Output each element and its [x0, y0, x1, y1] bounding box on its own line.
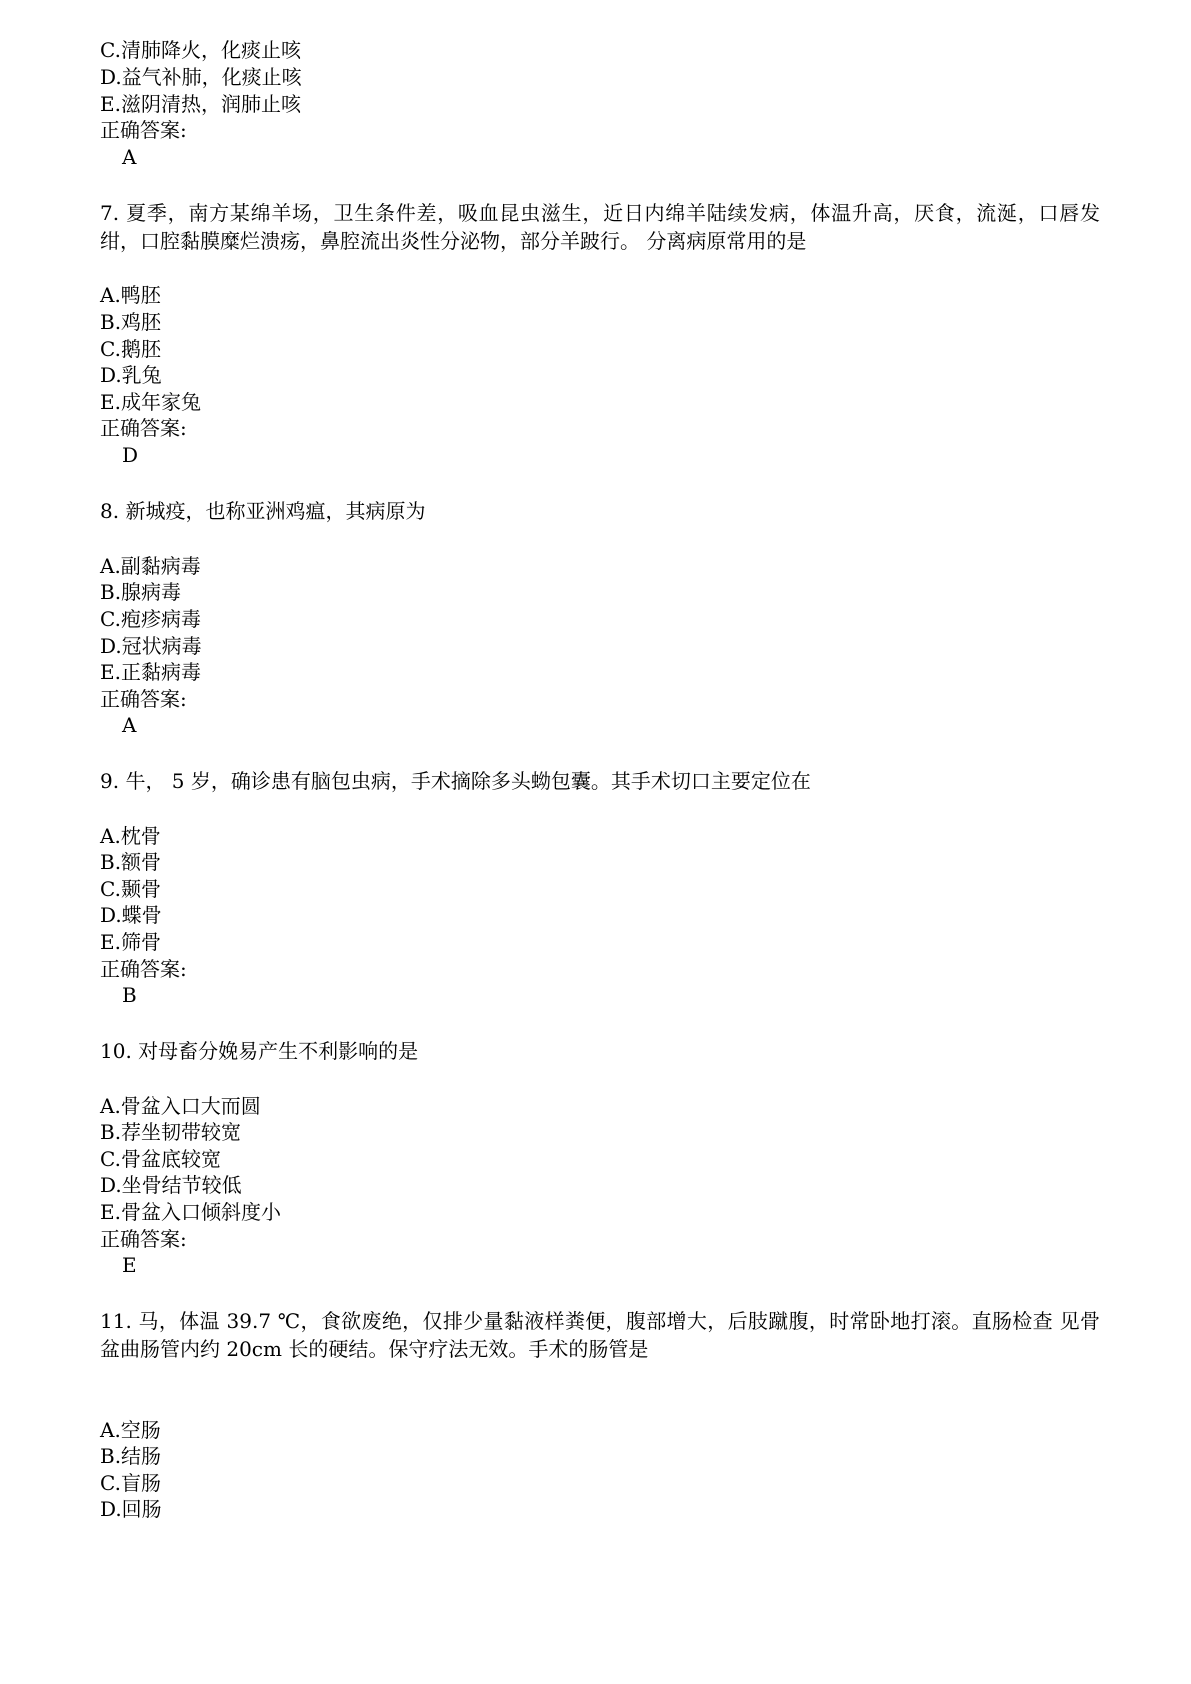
- question-text: 11. 马，体温 39.7 ℃，食欲废绝，仅排少量黏液样粪便，腹部增大，后肢蹴腹，时常卧地打滚。直肠检查 见骨盆曲肠管内约 20cm 长的硬结。保守疗法无效。手术的肠管是: [100, 1309, 1100, 1361]
- question-text: 8. 新城疫，也称亚洲鸡瘟，其病原为: [100, 499, 426, 523]
- option-e: E.成年家兔: [100, 390, 201, 414]
- question-text: 10. 对母畜分娩易产生不利影响的是: [100, 1039, 419, 1063]
- option-a: A.副黏病毒: [100, 554, 201, 578]
- question-text: 7. 夏季，南方某绵羊场，卫生条件差，吸血昆虫滋生，近日内绵羊陆续发病，体温升高，厌食，流涎，口唇发绀，口腔黏膜糜烂溃疡，鼻腔流出炎性分泌物，部分羊跛行。 分离病原常用的是: [100, 201, 1100, 253]
- option-a: A.空肠: [100, 1418, 161, 1442]
- option-d: D.益气补肺，化痰止咳: [100, 65, 302, 89]
- answer-label: 正确答案:: [100, 1227, 187, 1251]
- option-e: E.正黏病毒: [100, 660, 201, 684]
- option-c: C.鹅胚: [100, 337, 161, 361]
- option-c: C.盲肠: [100, 1471, 161, 1495]
- answer-label: 正确答案:: [100, 416, 187, 440]
- question-text: 9. 牛， 5 岁，确诊患有脑包虫病，手术摘除多头蚴包囊。其手术切口主要定位在: [100, 769, 811, 793]
- option-d: D.蝶骨: [100, 903, 162, 927]
- answer-value: D: [122, 443, 139, 467]
- option-d: D.乳兔: [100, 363, 162, 387]
- option-d: D.冠状病毒: [100, 634, 202, 658]
- option-e: E.筛骨: [100, 930, 161, 954]
- option-b: B.荐坐韧带较宽: [100, 1120, 242, 1144]
- option-b: B.鸡胚: [100, 310, 162, 334]
- option-a: A.骨盆入口大而圆: [100, 1094, 261, 1118]
- answer-value: E: [122, 1253, 137, 1277]
- answer-label: 正确答案:: [100, 687, 187, 711]
- option-c: C.骨盆底较宽: [100, 1147, 221, 1171]
- option-c: C.疱疹病毒: [100, 607, 201, 631]
- option-a: A.鸭胚: [100, 283, 161, 307]
- answer-value: A: [122, 145, 137, 169]
- option-c: C.颞骨: [100, 877, 161, 901]
- answer-value: A: [122, 713, 137, 737]
- answer-label: 正确答案:: [100, 957, 187, 981]
- option-c: C.清肺降火，化痰止咳: [100, 38, 301, 62]
- option-d: D.回肠: [100, 1497, 162, 1521]
- option-b: B.腺病毒: [100, 580, 182, 604]
- option-e: E.滋阴清热，润肺止咳: [100, 92, 301, 116]
- answer-value: B: [122, 983, 137, 1007]
- option-a: A.枕骨: [100, 824, 161, 848]
- answer-label: 正确答案:: [100, 118, 187, 142]
- option-e: E.骨盆入口倾斜度小: [100, 1200, 281, 1224]
- option-d: D.坐骨结节较低: [100, 1173, 242, 1197]
- option-b: B.结肠: [100, 1444, 162, 1468]
- option-b: B.额骨: [100, 850, 162, 874]
